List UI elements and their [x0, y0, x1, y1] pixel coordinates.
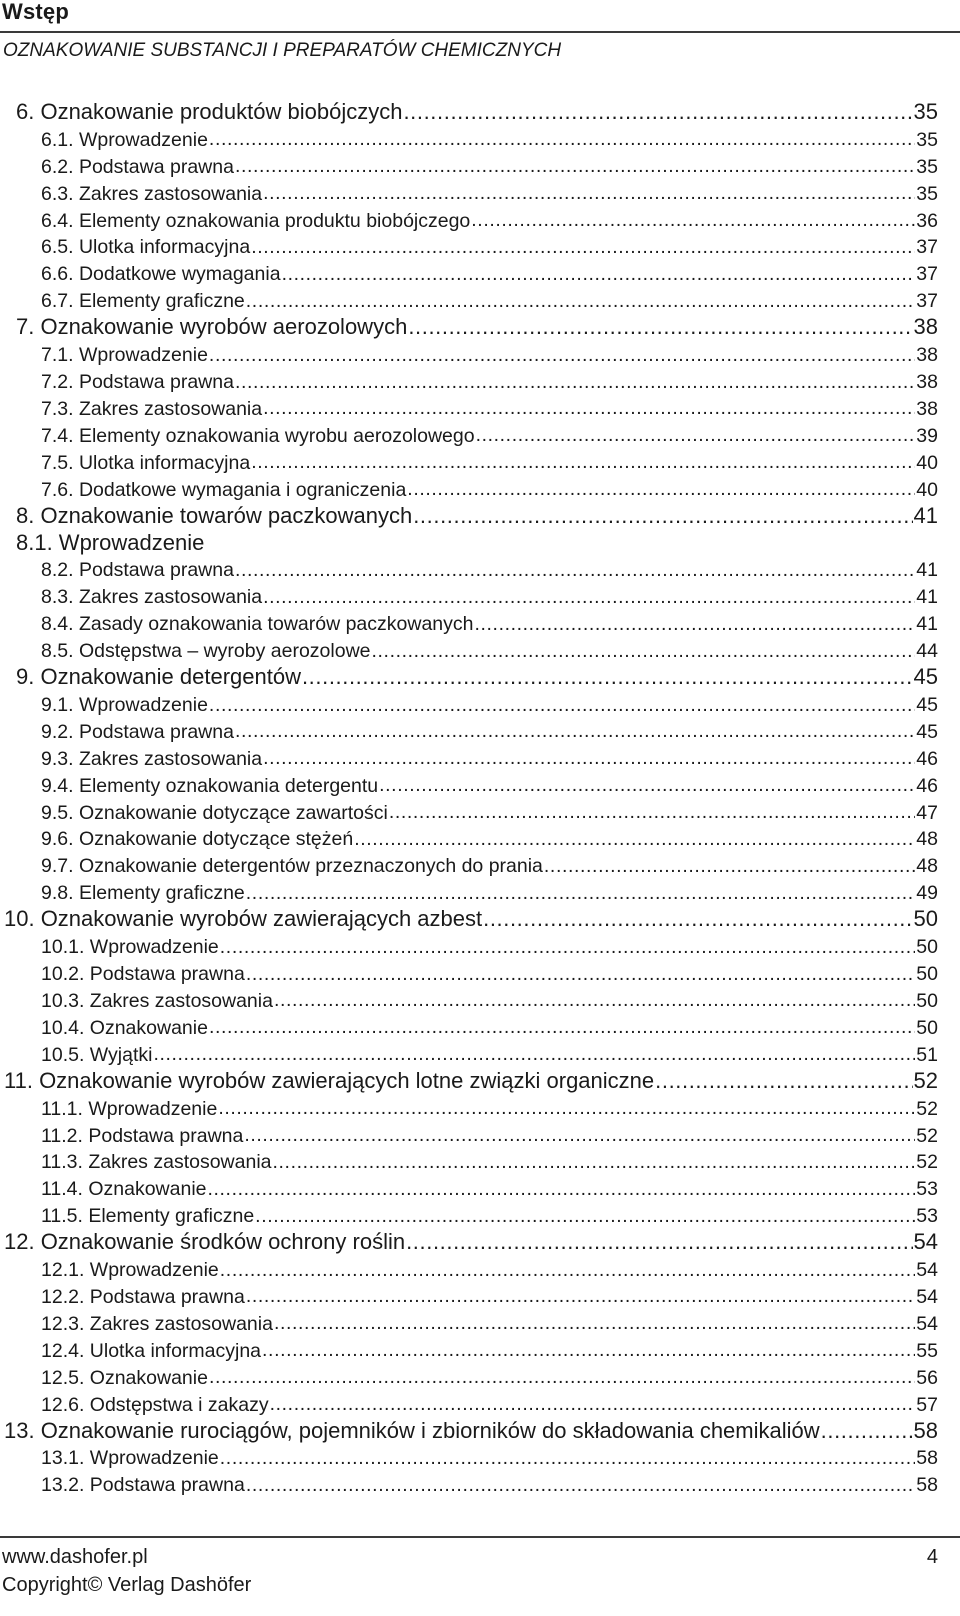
toc-entry-label: 12.6. Odstępstwa i zakazy [41, 1393, 269, 1416]
toc-entry-page: 52 [916, 1124, 938, 1147]
toc-section-entry [0, 1255, 960, 1282]
toc-entry-page: 40 [916, 478, 938, 501]
toc-entry-page: 52 [916, 1097, 938, 1120]
toc-leader-dots [270, 1395, 916, 1415]
toc-leader-dots [389, 803, 915, 823]
toc-entry-page: 38 [916, 397, 938, 420]
toc-leader-dots [262, 1341, 915, 1361]
toc-entry-label: 7.4. Elementy oznakowania wyrobu aerozolowego [41, 424, 475, 447]
toc-entry-label: 7.6. Dodatkowe wymagania i ograniczenia [41, 478, 407, 501]
toc-chapter-entry [0, 502, 960, 529]
toc-section-entry [0, 1282, 960, 1309]
toc-entry-page: 37 [916, 290, 938, 313]
toc-entry-label: 8.1. Wprowadzenie [16, 529, 205, 555]
toc-chapter-entry [0, 98, 960, 125]
toc-entry-page: 40 [916, 451, 938, 474]
toc-entry-page: 41 [913, 502, 938, 528]
toc-entry-label: 12. Oznakowanie środków ochrony roślin [4, 1229, 406, 1255]
toc-section-entry [0, 1363, 960, 1390]
toc-leader-dots [246, 965, 915, 985]
toc-entry-label: 8.2. Podstawa prawna [41, 559, 234, 582]
toc-section-entry [0, 932, 960, 959]
toc-entry-label: 12.5. Oznakowanie [41, 1366, 208, 1389]
toc-leader-dots [251, 453, 915, 473]
toc-leader-dots [235, 561, 915, 581]
toc-entry-label: 10.4. Oznakowanie [41, 1016, 208, 1039]
toc-section-entry [0, 179, 960, 206]
toc-entry-label: 12.3. Zakres zastosowania [41, 1312, 273, 1335]
toc-leader-dots [821, 1420, 913, 1442]
toc-entry-label: 6.3. Zakres zastosowania [41, 182, 263, 205]
toc-leader-dots [302, 666, 913, 688]
toc-entry-label: 11. Oznakowanie wyrobów zawierających lotne związki organiczne [4, 1067, 655, 1093]
toc-entry-page: 35 [913, 99, 938, 124]
toc-section-entry [0, 717, 960, 744]
toc-entry-page: 38 [913, 314, 938, 340]
page-number: 4 [926, 1546, 938, 1568]
toc-leader-dots [471, 211, 915, 231]
toc-section-entry [0, 1040, 960, 1067]
toc-entry-label: 12.1. Wprowadzenie [41, 1259, 219, 1282]
toc-section-entry [0, 1094, 960, 1121]
toc-leader-dots [263, 184, 915, 204]
toc-section-entry [0, 1174, 960, 1201]
toc-section-entry [0, 475, 960, 502]
toc-section-entry [0, 152, 960, 179]
toc-leader-dots [274, 1314, 915, 1334]
toc-entry-label: 7.2. Podstawa prawna [41, 371, 234, 394]
toc-section-entry [0, 1336, 960, 1363]
toc-entry-page: 39 [916, 424, 938, 447]
toc-entry-page: 53 [916, 1178, 938, 1201]
book-title: OZNAKOWANIE SUBSTANCJI I PREPARATÓW CHEMICZNYCH [3, 40, 562, 61]
toc-section-entry [0, 609, 960, 636]
toc-entry-page: 51 [916, 1043, 938, 1066]
toc-entry-label: 10.3. Zakres zastosowania [41, 989, 273, 1012]
toc-chapter-entry [0, 1228, 960, 1255]
toc-section-entry [0, 448, 960, 475]
toc-leader-dots [153, 1045, 915, 1065]
toc-section-entry [0, 690, 960, 717]
toc-section-entry [0, 125, 960, 152]
footer-copyright: Copyright© Verlag Dashöfer [2, 1574, 252, 1596]
toc-entry-label: 12.2. Podstawa prawna [41, 1285, 245, 1308]
toc-entry-page: 46 [916, 774, 938, 797]
toc-entry-page: 58 [916, 1474, 938, 1497]
toc-entry-label: 7.1. Wprowadzenie [41, 344, 208, 367]
toc-leader-dots [235, 722, 915, 742]
toc-entry-label: 13.1. Wprowadzenie [41, 1447, 219, 1470]
toc-entry-page: 45 [916, 694, 938, 717]
toc-entry-page: 37 [916, 236, 938, 259]
toc-leader-dots [220, 1261, 916, 1281]
toc-entry-page: 37 [916, 263, 938, 286]
toc-leader-dots [282, 265, 916, 285]
toc-entry-page: 36 [916, 209, 938, 232]
toc-entry-label: 7.3. Zakres zastosowania [41, 397, 263, 420]
toc-entry-page: 54 [916, 1285, 938, 1308]
toc-entry-page: 58 [913, 1417, 938, 1443]
toc-leader-dots [406, 1231, 912, 1253]
toc-entry-label: 8. Oznakowanie towarów paczkowanych [16, 502, 413, 528]
toc-entry-page: 45 [913, 664, 938, 690]
toc-section-entry [0, 233, 960, 260]
toc-entry-label: 9.6. Oznakowanie dotyczące stężeń [41, 828, 354, 851]
toc-entry-label: 8.3. Zakres zastosowania [41, 586, 263, 609]
section-title: Wstęp [2, 0, 69, 24]
toc-entry-label: 6.1. Wprowadzenie [41, 128, 208, 151]
toc-entry-label: 9.4. Elementy oznakowania detergentu [41, 774, 379, 797]
toc-leader-dots [476, 426, 916, 446]
toc-entry-label: 12.4. Ulotka informacyjna [41, 1339, 262, 1362]
toc-entry-page: 57 [916, 1393, 938, 1416]
toc-leader-dots [209, 696, 915, 716]
toc-leader-dots [209, 1018, 915, 1038]
footer-url: www.dashofer.pl [2, 1546, 148, 1568]
toc-leader-dots [372, 642, 916, 662]
toc-entry-label: 6.6. Dodatkowe wymagania [41, 263, 281, 286]
toc-leader-dots [246, 1287, 915, 1307]
toc-entry-page: 56 [916, 1366, 938, 1389]
toc-entry-page: 41 [916, 586, 938, 609]
toc-leader-dots [413, 505, 912, 527]
toc-entry-page: 41 [916, 559, 938, 582]
toc-entry-page: 48 [916, 855, 938, 878]
toc-entry-label: 13.2. Podstawa prawna [41, 1474, 245, 1497]
toc-entry-label: 6.5. Ulotka informacyjna [41, 236, 251, 259]
toc-section-entry [0, 1309, 960, 1336]
header-divider [0, 31, 960, 33]
toc-leader-dots [483, 908, 912, 930]
toc-leader-dots [235, 373, 915, 393]
toc-section-entry [0, 1148, 960, 1175]
toc-section-entry [0, 1013, 960, 1040]
toc-chapter-entry [0, 1417, 960, 1444]
toc-entry-label: 9.1. Wprowadzenie [41, 694, 208, 717]
toc-entry-page: 50 [916, 936, 938, 959]
toc-leader-dots [209, 346, 915, 366]
toc-entry-label: 10.2. Podstawa prawna [41, 963, 245, 986]
toc-entry-page: 35 [916, 155, 938, 178]
toc-entry-label: 11.5. Elementy graficzne [41, 1205, 255, 1228]
toc-entry-label: 11.4. Oznakowanie [41, 1178, 207, 1201]
toc-section-entry [0, 1470, 960, 1497]
toc-leader-dots [246, 1476, 915, 1496]
toc-entry-label: 7.5. Ulotka informacyjna [41, 451, 251, 474]
toc-leader-dots [255, 1207, 915, 1227]
toc-leader-dots [246, 884, 916, 904]
toc-entry-label: 11.2. Podstawa prawna [41, 1124, 244, 1147]
toc-section-entry [0, 206, 960, 233]
toc-leader-dots [209, 1368, 915, 1388]
toc-entry-page: 52 [916, 1151, 938, 1174]
toc-section-entry [0, 878, 960, 905]
toc-section-entry [0, 556, 960, 583]
footer-divider [0, 1536, 960, 1538]
toc-section-entry [0, 825, 960, 852]
toc-leader-dots [208, 1180, 916, 1200]
toc-entry-page: 49 [916, 882, 938, 905]
toc-section-entry [0, 286, 960, 313]
toc-section-entry [0, 259, 960, 286]
toc-leader-dots [263, 588, 915, 608]
toc-leader-dots [655, 1070, 912, 1092]
toc-entry-label: 11.3. Zakres zastosowania [41, 1151, 272, 1174]
toc-leader-dots [544, 857, 915, 877]
table-of-contents [0, 98, 960, 1497]
toc-entry-page: 44 [916, 640, 938, 663]
toc-leader-dots [407, 480, 915, 500]
toc-section-entry [0, 582, 960, 609]
toc-leader-dots [218, 1099, 915, 1119]
toc-entry-label: 13. Oznakowanie rurociągów, pojemników i zbiorników do składowania chemikaliów [4, 1417, 820, 1443]
toc-entry-label: 10.1. Wprowadzenie [41, 936, 219, 959]
toc-leader-dots [209, 130, 915, 150]
toc-entry-page: 58 [916, 1447, 938, 1470]
toc-chapter-entry [0, 905, 960, 932]
toc-entry-page: 55 [916, 1339, 938, 1362]
toc-section-entry [0, 340, 960, 367]
toc-entry-page: 48 [916, 828, 938, 851]
toc-entry-label: 7. Oznakowanie wyrobów aerozolowych [16, 314, 408, 340]
toc-entry-page: 47 [916, 801, 938, 824]
toc-leader-dots [274, 991, 915, 1011]
toc-leader-dots [263, 749, 915, 769]
toc-entry-page: 50 [916, 963, 938, 986]
toc-leader-dots [220, 938, 916, 958]
toc-entry-page: 53 [916, 1205, 938, 1228]
toc-entry-page: 50 [916, 989, 938, 1012]
toc-section-entry [0, 367, 960, 394]
toc-section-entry [0, 394, 960, 421]
toc-leader-dots [220, 1449, 916, 1469]
toc-entry-page: 45 [916, 720, 938, 743]
toc-section-entry [0, 1390, 960, 1417]
toc-entry-label: 6.2. Podstawa prawna [41, 155, 234, 178]
toc-entry-label: 9.7. Oznakowanie detergentów przeznaczonych do prania [41, 855, 543, 878]
toc-chapter-entry [0, 663, 960, 690]
toc-section-entry [0, 1121, 960, 1148]
toc-entry-label: 9.3. Zakres zastosowania [41, 747, 263, 770]
toc-leader-dots [251, 238, 915, 258]
toc-entry-page: 38 [916, 344, 938, 367]
toc-leader-dots [475, 615, 916, 635]
toc-entry-label: 9.2. Podstawa prawna [41, 720, 234, 743]
toc-entry-label: 10. Oznakowanie wyrobów zawierających azbest [4, 906, 483, 932]
toc-entry-label: 9.8. Elementy graficzne [41, 882, 245, 905]
toc-section-entry [0, 744, 960, 771]
toc-entry-page: 54 [913, 1229, 938, 1255]
toc-entry-page: 38 [916, 371, 938, 394]
toc-leader-dots [354, 830, 915, 850]
toc-entry-label: 10.5. Wyjątki [41, 1043, 153, 1066]
toc-entry-page: 50 [916, 1016, 938, 1039]
toc-section-entry [0, 986, 960, 1013]
toc-entry-label: 8.5. Odstępstwa – wyroby aerozolowe [41, 640, 371, 663]
toc-entry-page: 35 [916, 128, 938, 151]
toc-leader-dots [379, 776, 915, 796]
toc-entry-label: 9.5. Oznakowanie dotyczące zawartości [41, 801, 388, 824]
toc-entry-label: 11.1. Wprowadzenie [41, 1097, 218, 1120]
toc-section-entry [0, 771, 960, 798]
toc-entry-page: 54 [916, 1312, 938, 1335]
toc-entry-page: 41 [916, 613, 938, 636]
toc-leader-dots [235, 157, 915, 177]
toc-entry-label: 6.7. Elementy graficzne [41, 290, 245, 313]
toc-leader-dots [273, 1153, 916, 1173]
toc-chapter-entry [0, 1067, 960, 1094]
toc-entry-label: 8.4. Zasady oznakowania towarów paczkowanych [41, 613, 474, 636]
toc-section-entry [0, 798, 960, 825]
toc-entry-label: 6. Oznakowanie produktów biobójczych [16, 99, 403, 124]
toc-chapter-entry [0, 313, 960, 340]
toc-chapter-entry [0, 529, 960, 556]
toc-entry-label: 9. Oznakowanie detergentów [16, 664, 301, 690]
toc-entry-page: 52 [913, 1067, 938, 1093]
toc-section-entry [0, 1201, 960, 1228]
toc-section-entry [0, 421, 960, 448]
toc-entry-page: 54 [916, 1259, 938, 1282]
toc-section-entry [0, 1444, 960, 1471]
toc-leader-dots [263, 399, 915, 419]
toc-section-entry [0, 851, 960, 878]
toc-entry-label: 6.4. Elementy oznakowania produktu biobójczego [41, 209, 471, 232]
toc-leader-dots [244, 1126, 915, 1146]
toc-leader-dots [403, 101, 912, 123]
toc-entry-page: 35 [916, 182, 938, 205]
toc-section-entry [0, 959, 960, 986]
toc-leader-dots [246, 292, 916, 312]
toc-leader-dots [408, 316, 912, 338]
toc-entry-page: 50 [913, 906, 938, 932]
toc-section-entry [0, 636, 960, 663]
toc-entry-page: 46 [916, 747, 938, 770]
